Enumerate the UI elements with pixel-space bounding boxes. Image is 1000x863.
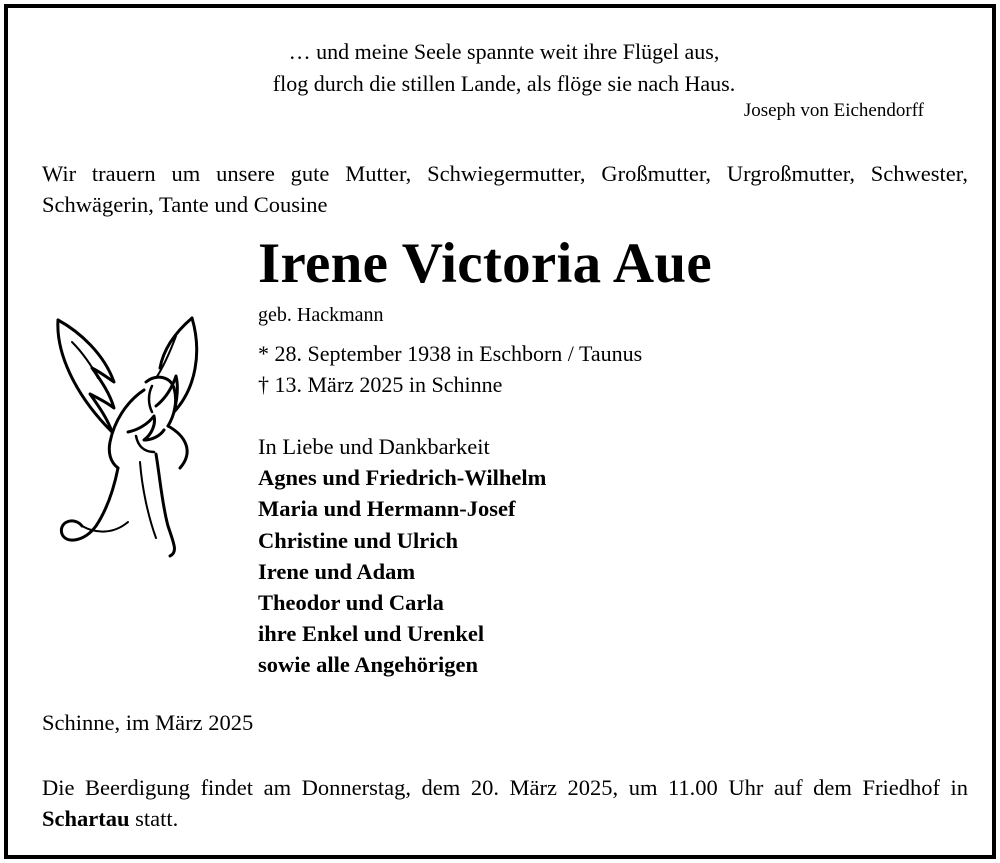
place-date: Schinne, im März 2025 — [42, 710, 254, 735]
mourner-name: sowie alle Angehörigen — [258, 652, 478, 678]
mourner-name: Agnes und Friedrich-Wilhelm — [258, 465, 547, 491]
angel-icon — [52, 312, 202, 558]
mourners-heading: In Liebe und Dankbarkeit — [258, 434, 490, 459]
obituary-notice — [4, 4, 996, 859]
mourner-name: Maria und Hermann-Josef — [258, 496, 516, 522]
mourner-name: Theodor und Carla — [258, 590, 444, 616]
intro-text: Wir trauern um unsere gute Mutter, Schwiegermutter, Großmutter, Urgroßmutter, Schwester, Schwägerin, Tante und Cousine — [42, 161, 968, 217]
funeral-location: Schartau — [42, 806, 130, 831]
death-date: † 13. März 2025 in Schinne — [258, 372, 503, 397]
mourner-name: Christine und Ulrich — [258, 527, 459, 553]
mourner-name: ihre Enkel und Urenkel — [258, 621, 485, 647]
funeral-text-before: Die Beerdigung findet am Donnerstag, dem 20. März 2025, um 11.00 Uhr auf dem Friedhof in — [42, 775, 968, 800]
poem-author: Joseph von Eichendorff — [743, 100, 924, 121]
poem-line-1: … und meine Seele spannte weit ihre Flügel aus, — [288, 39, 720, 64]
maiden-name: geb. Hackmann — [258, 304, 384, 326]
deceased-name: Irene Victoria Aue — [258, 232, 712, 295]
mourners-block — [258, 431, 546, 681]
poem-line-2: flog durch die stillen Lande, als flöge sie nach Haus. — [272, 71, 736, 96]
birth-date: * 28. September 1938 in Eschborn / Taunus — [258, 341, 643, 366]
funeral-info — [42, 772, 968, 834]
funeral-text-after: statt. — [129, 806, 179, 831]
mourner-name: Irene und Adam — [258, 558, 416, 584]
